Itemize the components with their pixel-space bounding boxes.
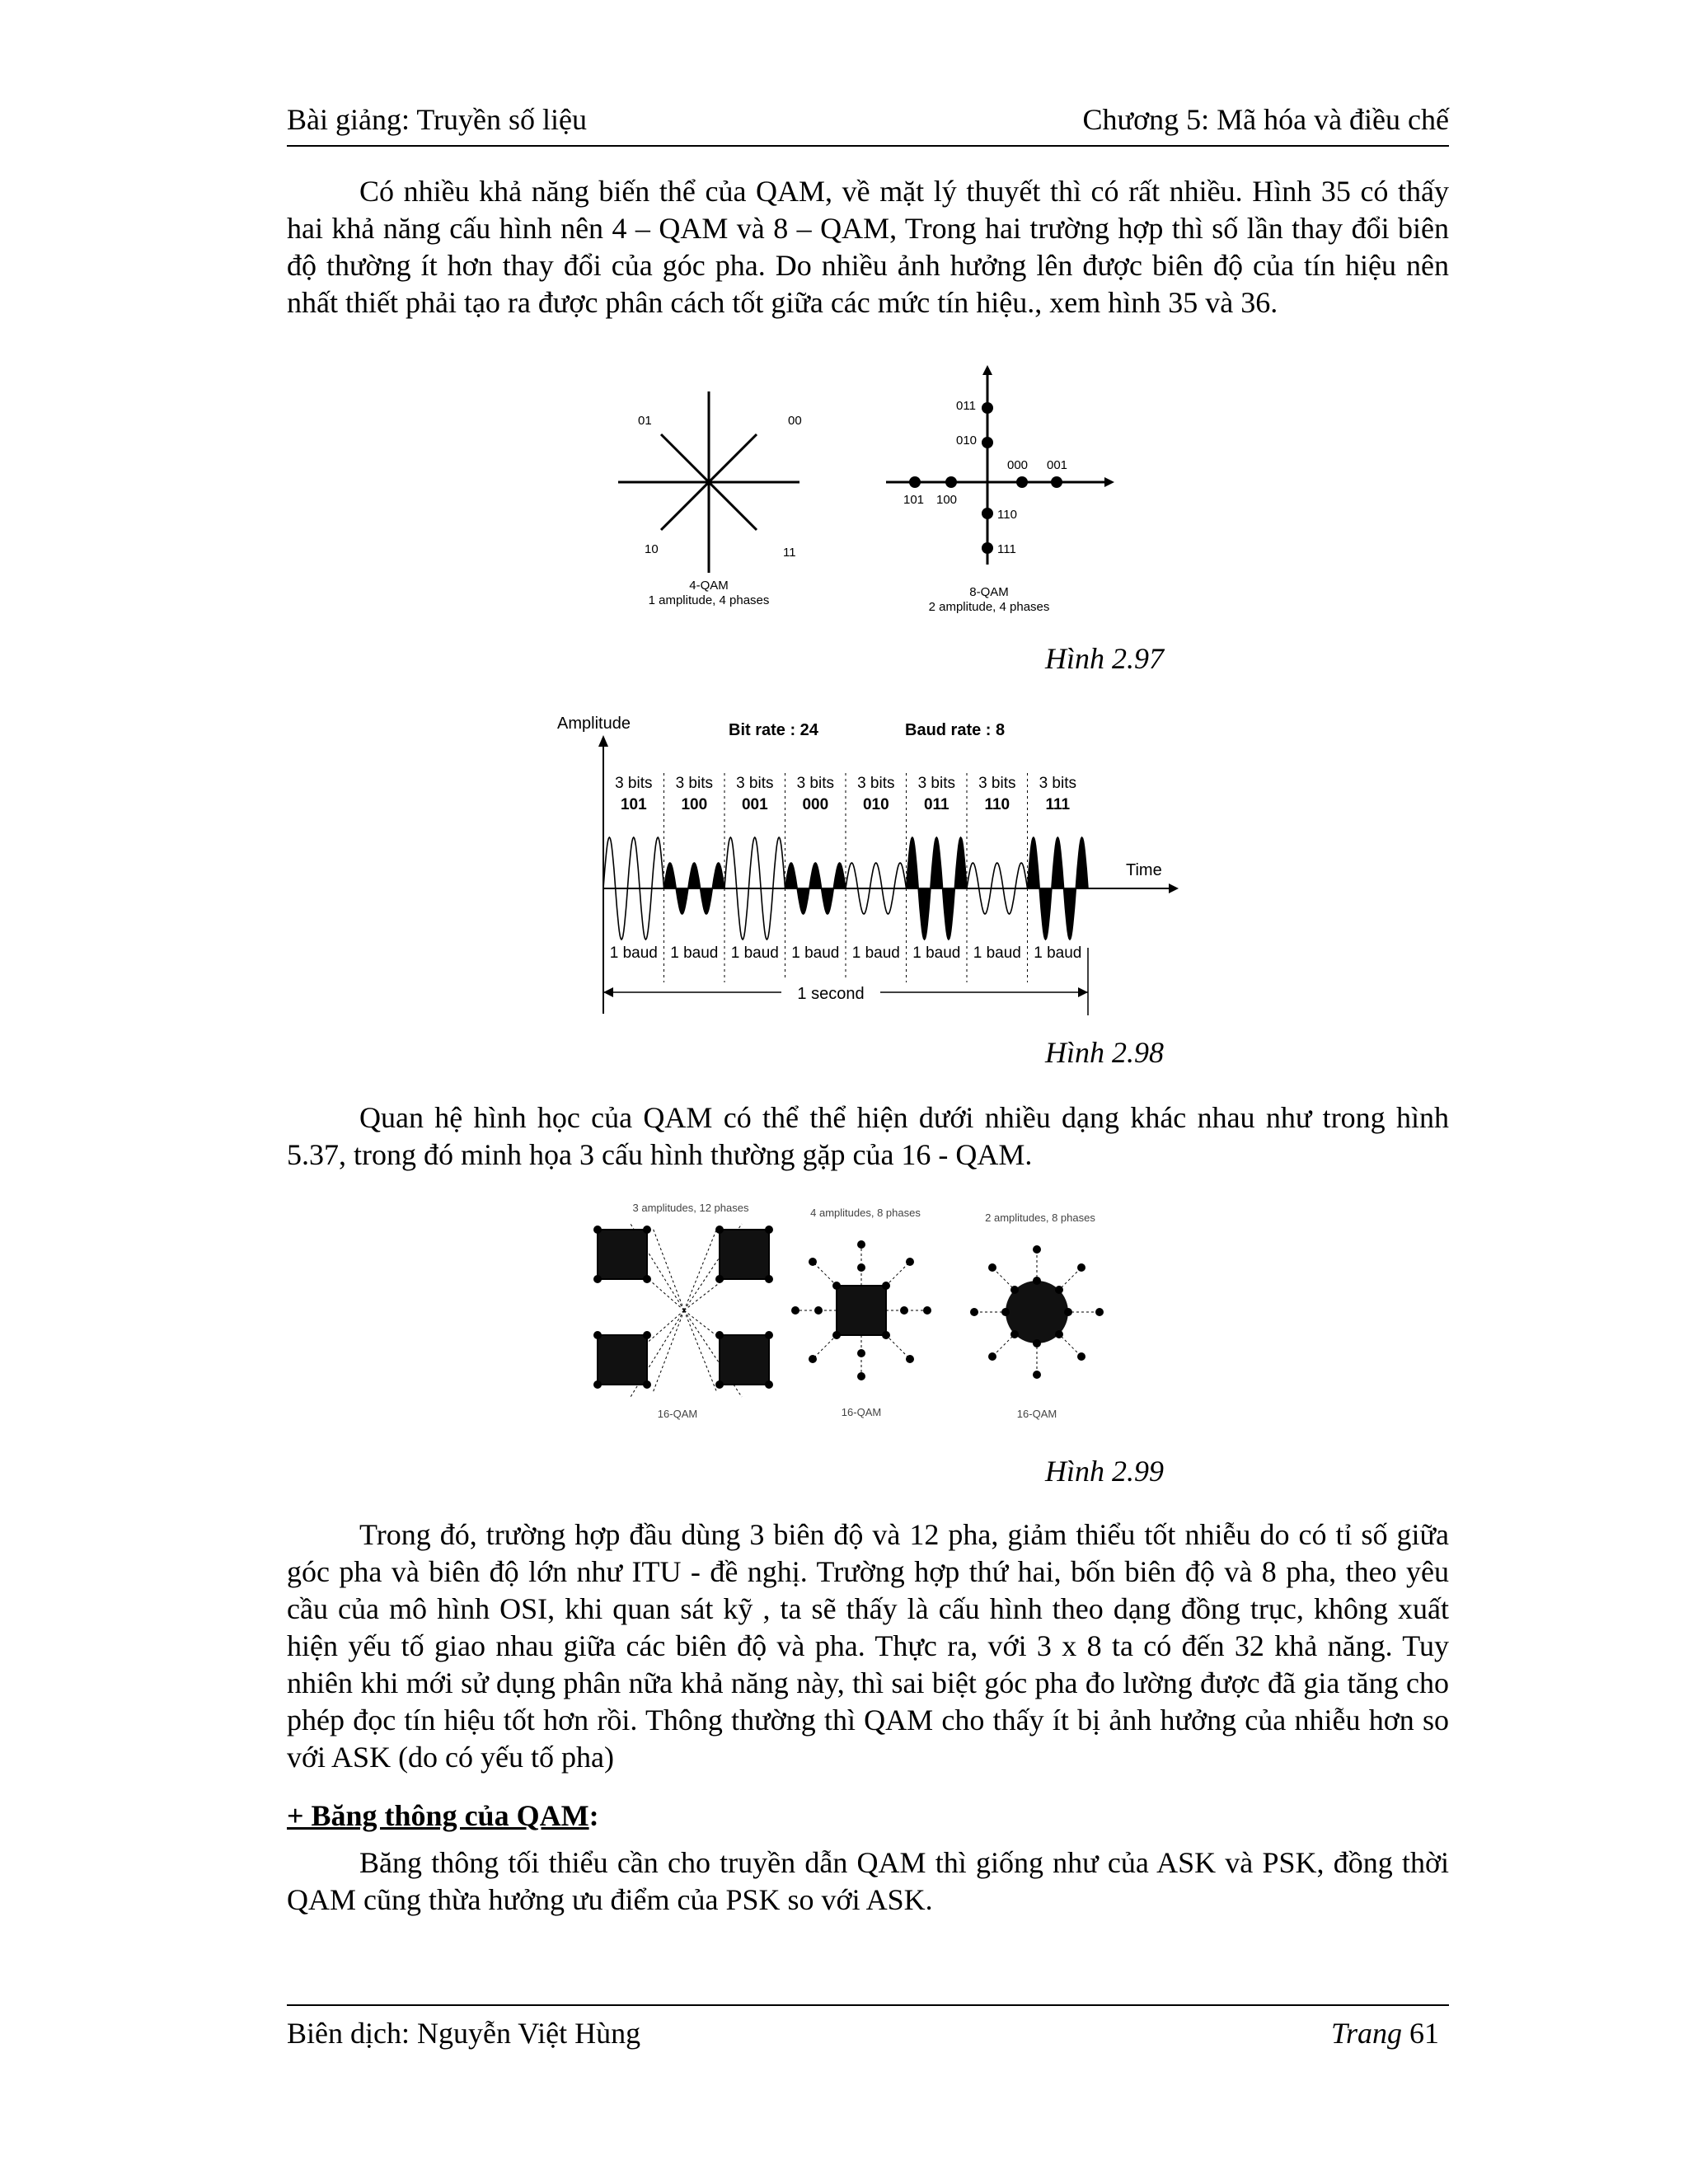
baud-label: 1 baud: [670, 944, 719, 962]
waveform-symbol-100: [664, 863, 725, 914]
qam8-title: 8-QAM: [969, 585, 1009, 599]
figure-16qam-configurations: [585, 1195, 1113, 1434]
qam8-point-010: [982, 437, 993, 448]
footer-page-value: 61: [1409, 2017, 1439, 2050]
qam8-label-100: 100: [936, 493, 958, 507]
caption-figure-2-98: Hình 2.98: [1045, 1036, 1164, 1069]
bits-label: 3 bits: [857, 775, 895, 792]
qam8-label-000: 000: [1007, 458, 1029, 472]
bits-label: 3 bits: [615, 775, 653, 792]
header-chapter-title: Chương 5: Mã hóa và điều chế: [1082, 103, 1449, 136]
symbol-code-101: 101: [620, 796, 647, 813]
figure-4qam-8qam-constellations: [602, 359, 1129, 622]
waveform-x-axis-label: Time: [1126, 861, 1162, 879]
waveform-signal: [603, 773, 1088, 982]
symbol-code-100: 100: [681, 796, 708, 813]
qam8-label-010: 010: [956, 434, 978, 448]
qam8-point-101: [909, 476, 921, 488]
baud-label: 1 baud: [851, 944, 900, 962]
qam8-label-111: 111: [997, 542, 1016, 556]
bits-label: 3 bits: [736, 775, 774, 792]
qam4-label-01: 01: [638, 414, 652, 428]
waveform-y-axis-label: Amplitude: [557, 715, 631, 733]
symbol-code-110: 110: [984, 796, 1010, 813]
qam8-point-110: [982, 508, 993, 519]
16qam-panel-4amp-8phase: [791, 1207, 931, 1418]
baud-label: 1 baud: [973, 944, 1021, 962]
baud-rate-label: Baud rate : 8: [905, 721, 1006, 739]
16qam-panel-2amp-8phase: [970, 1212, 1104, 1420]
qam8-point-100: [945, 476, 957, 488]
one-second-label: 1 second: [797, 985, 865, 1003]
qam4-label-10: 10: [645, 542, 659, 556]
footer-page-word: Trang: [1330, 2017, 1402, 2050]
header-course-title: Bài giảng: Truyền số liệu: [287, 103, 588, 136]
bits-label: 3 bits: [1039, 775, 1077, 792]
caption-figure-2-97: Hình 2.97: [1045, 642, 1164, 675]
symbol-code-111: 111: [1045, 796, 1071, 813]
panel2-title: 4 amplitudes, 8 phases: [810, 1207, 921, 1219]
qam8-point-111: [982, 542, 993, 554]
symbol-code-001: 001: [741, 796, 768, 813]
bits-label: 3 bits: [978, 775, 1016, 792]
qam8-label-110: 110: [997, 508, 1017, 522]
qam8-point-000: [1016, 476, 1028, 488]
symbol-code-011: 011: [923, 796, 950, 813]
baud-label: 1 baud: [730, 944, 779, 962]
caption-figure-2-99: Hình 2.99: [1045, 1455, 1164, 1488]
qam8-diagram: [886, 365, 1114, 614]
baud-label: 1 baud: [609, 944, 658, 962]
symbol-code-000: 000: [802, 796, 829, 813]
baud-label: 1 baud: [912, 944, 961, 962]
paragraph-qam-variants: Có nhiều khả năng biến thể của QAM, về mặt lý thuyết thì có rất nhiều. Hình 35 có thấy hai khả năng cấu hình nên 4 – QAM và 8 – QAM, Trong hai trường hợp thì số lần thay đổi biên độ thường ít hơn thay đổi của góc pha. Do nhiều ảnh hưởng lên được biên độ của tín hiệu nên nhất thiết phải tạo ra được phân cách tốt giữa các mức tín hiệu., xem hình 35 và 36.: [287, 175, 1449, 319]
paragraph-qam-bandwidth: Băng thông tối thiểu cần cho truyền dẫn QAM thì giống như của ASK và PSK, đồng thời QAM cũng thừa hưởng ưu điểm của PSK so với ASK.: [287, 1846, 1449, 1916]
bits-label: 3 bits: [917, 775, 956, 792]
bits-label: 3 bits: [675, 775, 714, 792]
figure-8qam-waveform: [552, 709, 1179, 1022]
qam4-label-11: 11: [783, 546, 796, 560]
panel3-label: 16-QAM: [1016, 1408, 1057, 1420]
bit-rate-label: Bit rate : 24: [729, 721, 818, 739]
paragraph-qam-geometry: Quan hệ hình học của QAM có thể thể hiện dưới nhiều dạng khác nhau như trong hình 5.37, trong đó minh họa 3 cấu hình thường gặp của 16 - QAM.: [287, 1101, 1449, 1171]
bits-label: 3 bits: [796, 775, 835, 792]
waveform-symbol-011: [907, 837, 968, 940]
section-heading-text: + Băng thông của QAM: [287, 1799, 589, 1832]
page-footer: [287, 2004, 1449, 2055]
page-header: [287, 99, 1449, 147]
baud-label: 1 baud: [791, 944, 840, 962]
qam4-subtitle: 1 amplitude, 4 phases: [648, 593, 770, 607]
panel1-title: 3 amplitudes, 12 phases: [632, 1202, 749, 1214]
panel1-label: 16-QAM: [657, 1408, 698, 1420]
waveform-symbol-000: [785, 863, 846, 914]
section-heading-colon: :: [588, 1799, 599, 1832]
paragraph-qam-cases: Trong đó, trường hợp đầu dùng 3 biên độ và 12 pha, giảm thiểu tốt nhiễu do có tỉ số giữa góc pha và biên độ lớn như ITU - đề nghị. Trường hợp thứ hai, bốn biên độ và 8 pha, theo yêu cầu của mô hình OSI, khi quan sát kỹ , ta sẽ thấy là cấu hình theo dạng đồng trục, không xuất hiện yếu tố giao nhau giữa các biên độ và pha. Thực ra, với 3 x 8 ta có đến 32 khả năng. Tuy nhiên khi mới sử dụng phân nữa khả năng này, thì sai biệt góc pha đo lường được đã gia tăng cho phép đọc tín hiệu tốt hơn rồi. Thông thường thì QAM cho thấy ít bị ảnh hưởng của nhiễu hơn so với ASK (do có yếu tố pha): [287, 1518, 1449, 1774]
qam4-label-00: 00: [788, 414, 802, 428]
qam4-diagram: [618, 391, 802, 607]
qam8-label-101: 101: [903, 493, 925, 507]
qam8-point-011: [982, 402, 993, 414]
qam8-label-011: 011: [956, 399, 976, 413]
panel3-title: 2 amplitudes, 8 phases: [985, 1212, 1095, 1224]
symbol-code-010: 010: [862, 796, 889, 813]
qam4-title: 4-QAM: [689, 579, 729, 593]
section-heading-qam-bandwidth: [287, 1798, 599, 1833]
qam8-label-001: 001: [1047, 458, 1068, 472]
qam8-point-001: [1051, 476, 1062, 488]
footer-translator: Biên dịch: Nguyễn Việt Hùng: [287, 2017, 641, 2050]
16qam-panel-3amp-12phase: [593, 1202, 773, 1420]
waveform-symbol-111: [1028, 837, 1089, 940]
footer-page-number: [1331, 2016, 1439, 2050]
panel2-label: 16-QAM: [841, 1406, 882, 1418]
qam8-subtitle: 2 amplitude, 4 phases: [928, 600, 1050, 614]
baud-label: 1 baud: [1034, 944, 1082, 962]
